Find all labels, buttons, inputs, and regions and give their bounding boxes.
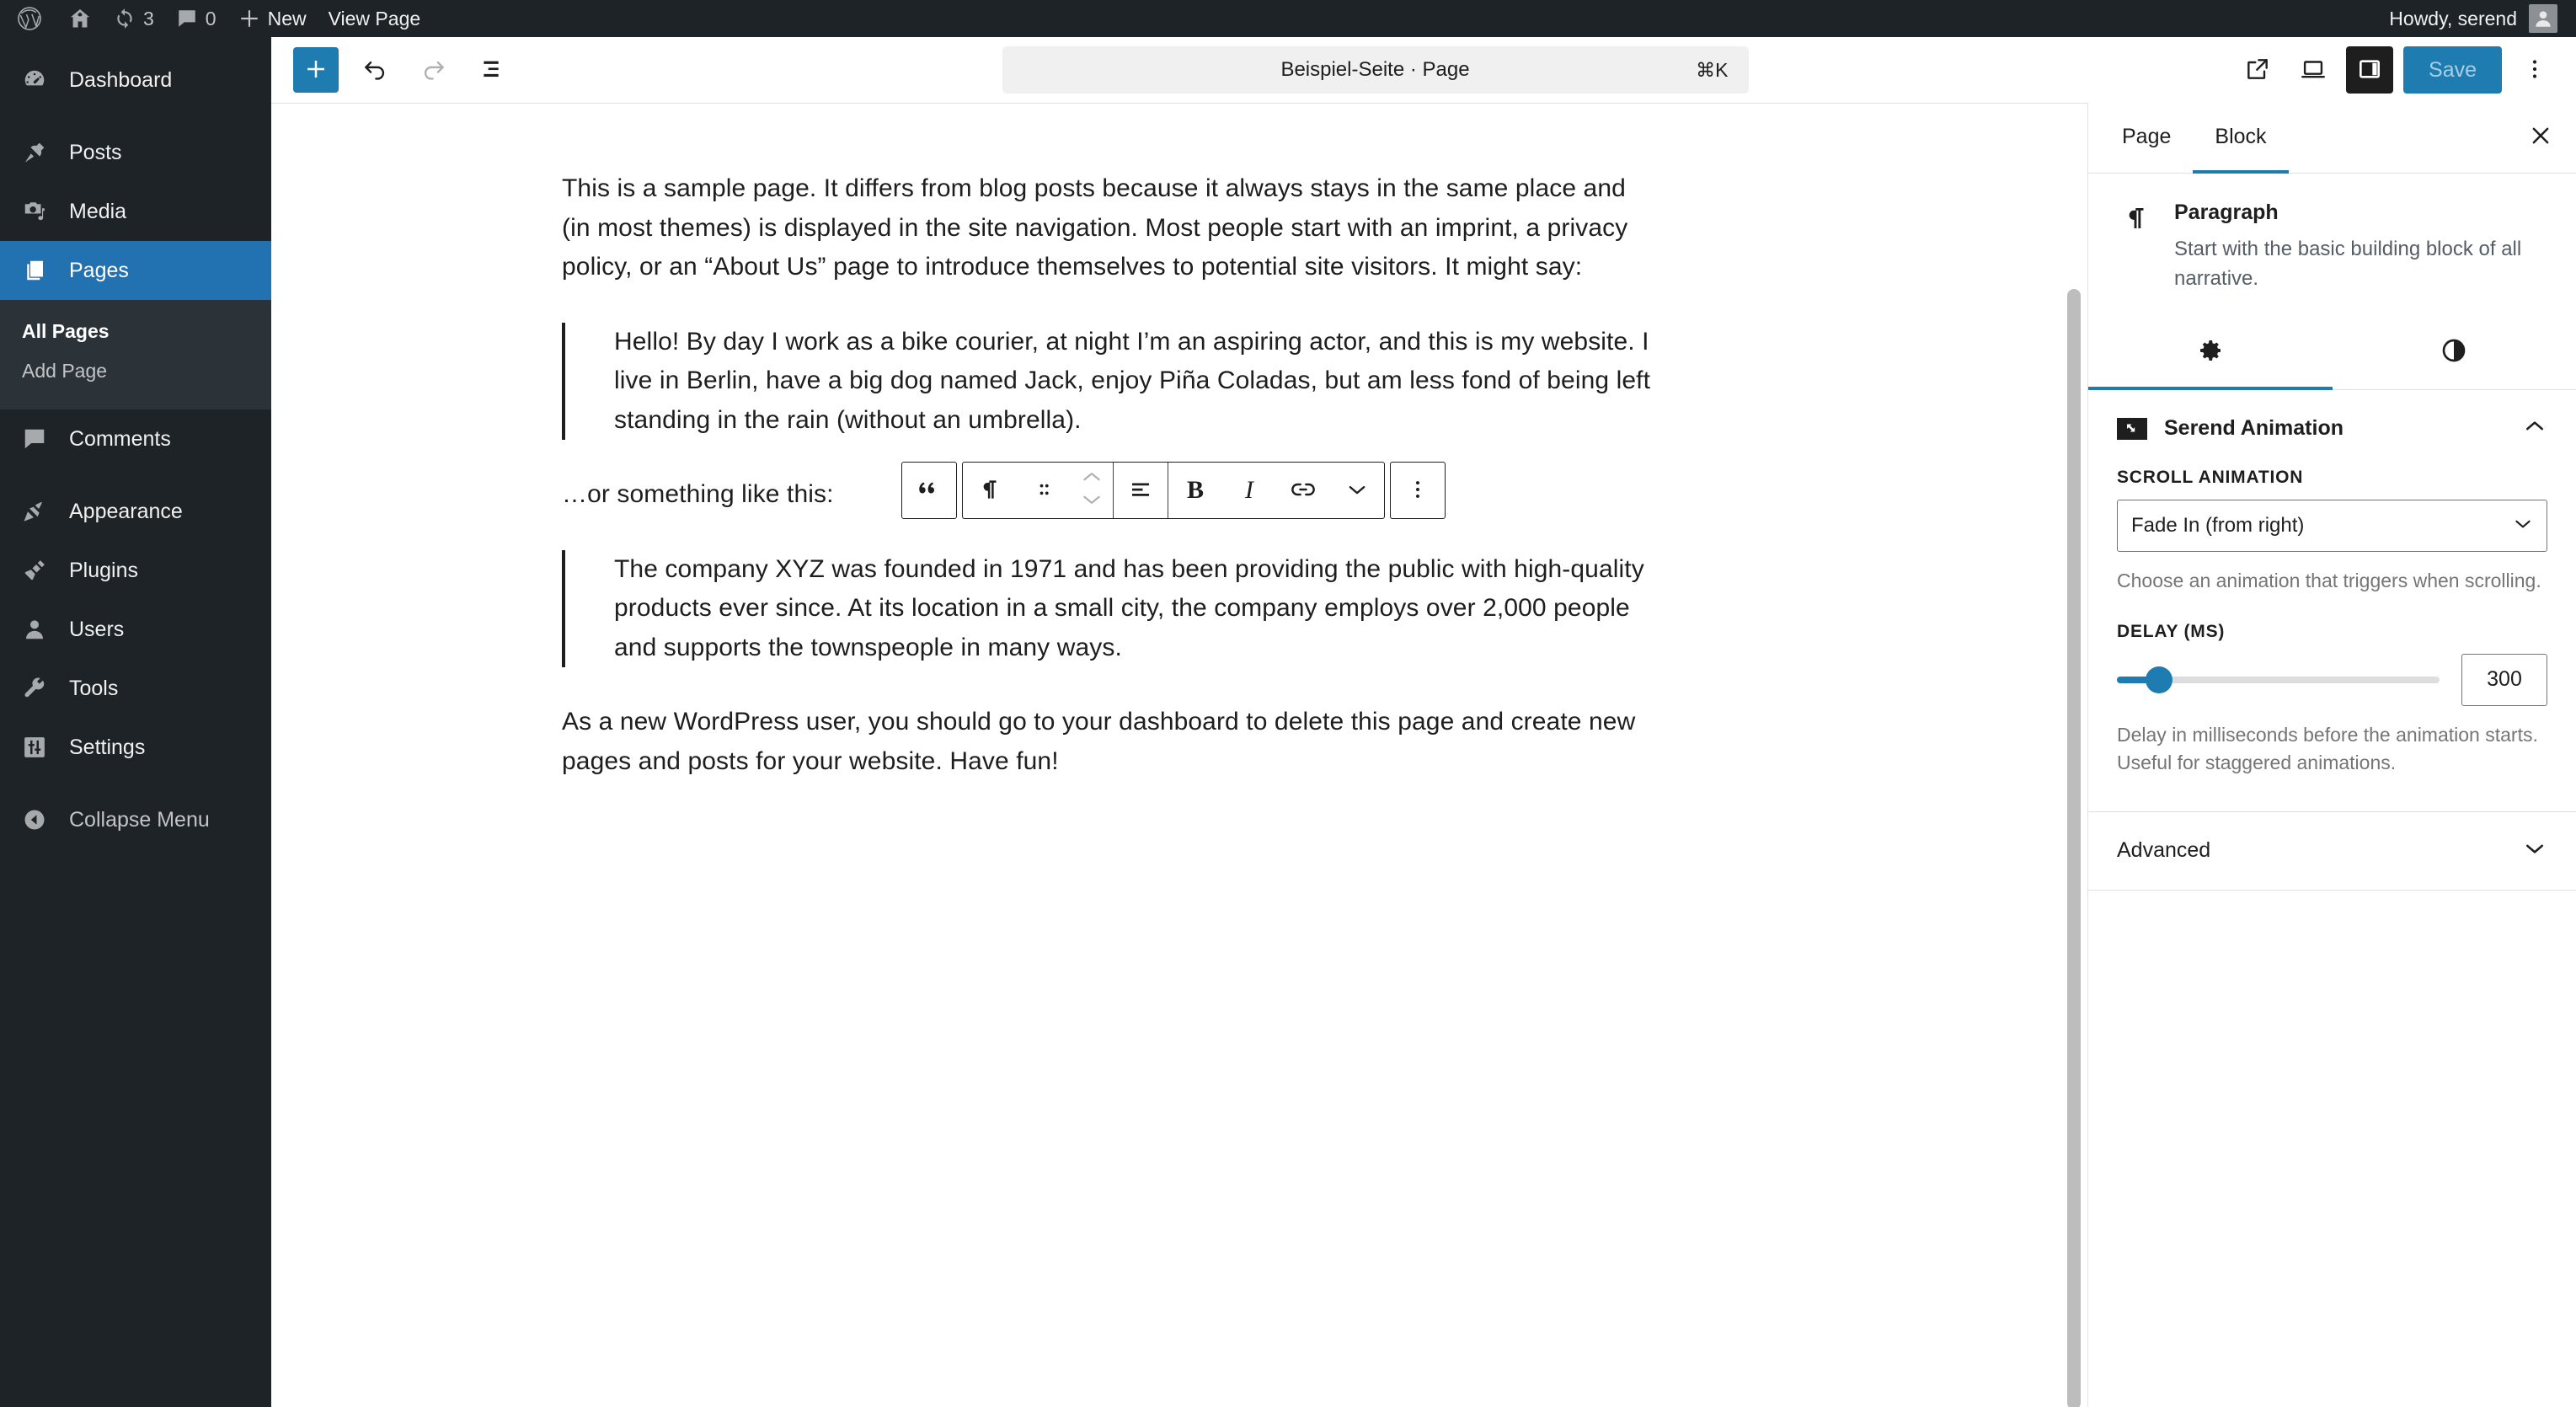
sidebar-item-label: Posts <box>69 140 122 164</box>
sidebar-item-label: Plugins <box>69 558 138 582</box>
block-card-title: Paragraph <box>2174 201 2279 224</box>
adminbar-account[interactable] <box>2389 4 2576 33</box>
scroll-animation-field <box>2117 468 2547 595</box>
wrench-icon <box>19 676 51 701</box>
block-type-paragraph-button[interactable] <box>963 463 1017 518</box>
delay-slider[interactable] <box>2117 665 2440 695</box>
adminbar-view-page[interactable] <box>318 0 432 37</box>
three-dots-vertical-icon <box>1406 478 1430 504</box>
sidebar-item-media[interactable] <box>0 182 271 241</box>
block-card-text <box>2174 201 2547 294</box>
sidebar-item-appearance[interactable] <box>0 482 271 541</box>
sidebar-subitem-all-pages[interactable]: All Pages <box>22 320 110 342</box>
settings-icon-tablist <box>2088 319 2576 390</box>
bold-label: B <box>1186 476 1204 504</box>
tab-settings-panel[interactable] <box>2088 319 2333 390</box>
block-drag-handle[interactable] <box>1017 463 1071 518</box>
select-parent-quote-button[interactable] <box>902 463 956 518</box>
delay-number-input[interactable] <box>2461 654 2547 706</box>
admin-bar <box>0 0 2576 37</box>
view-page-button[interactable] <box>2235 47 2280 93</box>
italic-button[interactable] <box>1222 463 1276 518</box>
toolbar-separator <box>1113 463 1114 518</box>
scroll-animation-select-wrap <box>2117 500 2547 552</box>
sidebar-item-dashboard[interactable] <box>0 51 271 110</box>
delay-label: DELAY (MS) <box>2117 621 2226 641</box>
chevron-down-icon <box>1345 478 1369 504</box>
undo-icon <box>361 55 389 86</box>
adminbar-site-home[interactable] <box>57 0 103 37</box>
block-movers <box>1071 463 1113 518</box>
redo-icon <box>420 55 448 86</box>
sidebar-item-label: Dashboard <box>69 67 173 92</box>
sidebar-item-label: Comments <box>69 426 171 451</box>
quote-block[interactable] <box>562 550 1657 668</box>
paragraph-icon <box>977 477 1002 505</box>
sidebar-subitem-add-page[interactable]: Add Page <box>22 360 108 382</box>
adminbar-wordpress-logo[interactable] <box>0 0 57 37</box>
sidebar-item-label: Settings <box>69 735 146 759</box>
delay-field <box>2117 622 2547 778</box>
chevron-down-icon[interactable] <box>1081 492 1103 511</box>
link-icon <box>1290 476 1317 506</box>
chevron-up-icon[interactable] <box>1081 469 1103 489</box>
quote-block[interactable] <box>562 323 1657 441</box>
serend-animation-panel <box>2088 390 2576 812</box>
sidebar-item-plugins[interactable] <box>0 541 271 600</box>
quote-text[interactable]: Hello! By day I work as a bike courier, at night I’m an aspiring actor, and this is my website. I live in Berlin, have a big dog named Jack, enjoy Piña Coladas, but am less fond of being left standing in the rain (without an umbrella). <box>614 327 1651 434</box>
adminbar-comments-count: 0 <box>205 7 216 29</box>
canvas-scrollbar[interactable] <box>2067 289 2081 1407</box>
settings-sidebar <box>2087 103 2576 1407</box>
media-icon <box>19 199 51 224</box>
editor-region <box>271 37 2576 1407</box>
block-options-group <box>1390 462 1446 519</box>
half-circle-contrast-icon <box>2440 337 2467 368</box>
serend-animation-panel-title: Serend Animation <box>2164 416 2344 441</box>
adminbar-new-label: New <box>267 7 307 29</box>
settings-tablist <box>2088 103 2576 174</box>
more-formats-button[interactable] <box>1330 463 1384 518</box>
scroll-animation-select[interactable] <box>2117 500 2547 552</box>
chevron-down-icon[interactable] <box>2522 836 2547 865</box>
sidebar-item-pages[interactable] <box>0 241 271 300</box>
command-shortcut: ⌘K <box>1696 58 1729 81</box>
wordpress-logo-icon <box>17 6 42 31</box>
editor-header-right-tools <box>2235 46 2557 94</box>
settings-sidebar-toggle[interactable] <box>2346 46 2393 94</box>
three-dots-vertical-icon <box>2522 56 2547 84</box>
save-button[interactable]: Save <box>2403 46 2502 94</box>
paragraph-icon <box>2117 201 2156 294</box>
adminbar-updates-count: 3 <box>143 7 154 29</box>
editor-canvas-inner <box>271 104 2087 781</box>
paintbrush-icon <box>19 499 51 524</box>
editor-header-left-tools <box>293 47 516 93</box>
tab-page[interactable]: Page <box>2122 124 2172 148</box>
sidebar-item-users[interactable] <box>0 600 271 659</box>
close-icon <box>2528 123 2553 152</box>
adminbar-comments[interactable] <box>165 0 227 37</box>
delay-help: Delay in milliseconds before the animation starts. Useful for staggered animations. <box>2117 723 2538 774</box>
serend-animation-panel-header[interactable] <box>2117 390 2547 468</box>
block-inserter-button[interactable] <box>293 47 339 93</box>
sidebar-item-label: Tools <box>69 676 119 700</box>
sidebar-separator <box>0 777 271 790</box>
tab-styles-panel[interactable] <box>2333 319 2576 390</box>
plug-icon <box>19 558 51 583</box>
plus-icon <box>303 56 329 84</box>
redo-button[interactable] <box>411 47 457 93</box>
pin-icon <box>19 140 51 165</box>
editor-header <box>271 37 2576 103</box>
gear-icon <box>2197 337 2224 368</box>
paragraph-block[interactable]: …or something like this: <box>562 480 834 508</box>
block-card-description: Start with the basic building block of all narrative. <box>2174 238 2522 290</box>
adminbar-updates[interactable] <box>103 0 165 37</box>
sidebar-item-settings[interactable] <box>0 718 271 777</box>
paragraph-block[interactable]: This is a sample page. It differs from blog posts because it always stays in the same place and (in most themes) is displayed in the site navigation. Most people start with an imprint, a privacy policy, or an “About Us” page to introduce themselves to potential site visitors. It might say: <box>562 174 1628 281</box>
quote-text[interactable]: The company XYZ was founded in 1971 and has been providing the public with high-quality products ever since. At its location in a small city, the company employs over 2,000 people and supports the townspeople in many ways. <box>614 554 1644 661</box>
avatar <box>2529 4 2557 33</box>
sidebar-item-label: Media <box>69 199 127 223</box>
scroll-animation-help: Choose an animation that triggers when scrolling. <box>2117 569 2541 591</box>
dashboard-icon <box>19 67 51 93</box>
sidebar-collapse-label: Collapse Menu <box>69 807 210 832</box>
advanced-panel-title: Advanced <box>2117 838 2211 863</box>
list-view-button[interactable] <box>470 47 516 93</box>
adminbar-view-page-label: View Page <box>328 7 421 29</box>
delay-slider-thumb[interactable] <box>2146 666 2172 693</box>
sidebar-separator <box>0 110 271 123</box>
sidebar-collapse-menu[interactable] <box>0 790 271 849</box>
comment-bubble-icon <box>19 426 51 452</box>
comment-bubble-icon <box>176 8 198 29</box>
parent-block-group <box>901 462 957 519</box>
text-align-button[interactable] <box>1114 463 1168 518</box>
pages-icon <box>19 258 51 283</box>
sidebar-separator <box>0 468 271 482</box>
blockquote-icon <box>917 477 942 505</box>
block-options-button[interactable] <box>1391 463 1445 518</box>
sidebar-item-label: Appearance <box>69 499 183 523</box>
sidebar-item-comments[interactable] <box>0 409 271 468</box>
block-format-group <box>962 462 1385 519</box>
command-center-button[interactable] <box>1002 46 1749 94</box>
advanced-panel <box>2088 812 2576 891</box>
italic-label: I <box>1245 476 1253 504</box>
sidebar-submenu-pages <box>0 300 271 409</box>
document-bar-wrap <box>524 46 2226 94</box>
editor-options-button[interactable] <box>2512 47 2557 93</box>
advanced-panel-header[interactable] <box>2117 812 2547 890</box>
block-toolbar <box>901 462 1446 519</box>
canvas-scrollbar-thumb[interactable] <box>2067 289 2081 1407</box>
drag-handle-icon <box>1034 477 1053 505</box>
paragraph-block[interactable]: As a new WordPress user, you should go to your dashboard to delete this page and create new pages and posts for your website. Have fun! <box>562 708 1636 775</box>
updates-icon <box>114 8 136 29</box>
delay-control-row <box>2117 654 2547 706</box>
sidebar-item-label: Pages <box>69 258 129 282</box>
editor-canvas <box>271 103 2087 1407</box>
plus-icon <box>238 8 260 29</box>
link-button[interactable] <box>1276 463 1330 518</box>
chevron-up-icon[interactable] <box>2522 414 2547 443</box>
arrow-left-circle-icon <box>19 807 51 832</box>
scroll-animation-label: SCROLL ANIMATION <box>2117 467 2304 487</box>
bold-button[interactable] <box>1168 463 1222 518</box>
sidebar-item-posts[interactable] <box>0 123 271 182</box>
admin-sidebar-menu <box>0 37 271 1407</box>
sidebar-item-label: Users <box>69 617 125 641</box>
sidebar-item-tools[interactable] <box>0 659 271 718</box>
adminbar-howdy-label: Howdy, serend <box>2389 7 2517 29</box>
sliders-icon <box>19 735 51 760</box>
external-link-icon <box>2244 56 2271 85</box>
desktop-preview-icon <box>2299 55 2327 86</box>
undo-button[interactable] <box>352 47 398 93</box>
sidebar-panel-icon <box>2356 56 2383 85</box>
adminbar-new-content[interactable] <box>227 0 318 37</box>
preview-device-button[interactable] <box>2290 47 2336 93</box>
tab-block[interactable]: Block <box>2193 103 2288 174</box>
document-title: Beispiel-Seite · Page <box>1280 58 1470 81</box>
serend-logo-icon <box>2117 418 2147 440</box>
editor-body <box>271 103 2576 1407</box>
align-text-icon <box>1128 477 1153 505</box>
home-icon <box>68 7 92 30</box>
document-outline-icon <box>479 56 506 85</box>
user-icon <box>19 617 51 642</box>
block-card <box>2088 174 2576 319</box>
close-sidebar-button[interactable] <box>2505 103 2576 173</box>
